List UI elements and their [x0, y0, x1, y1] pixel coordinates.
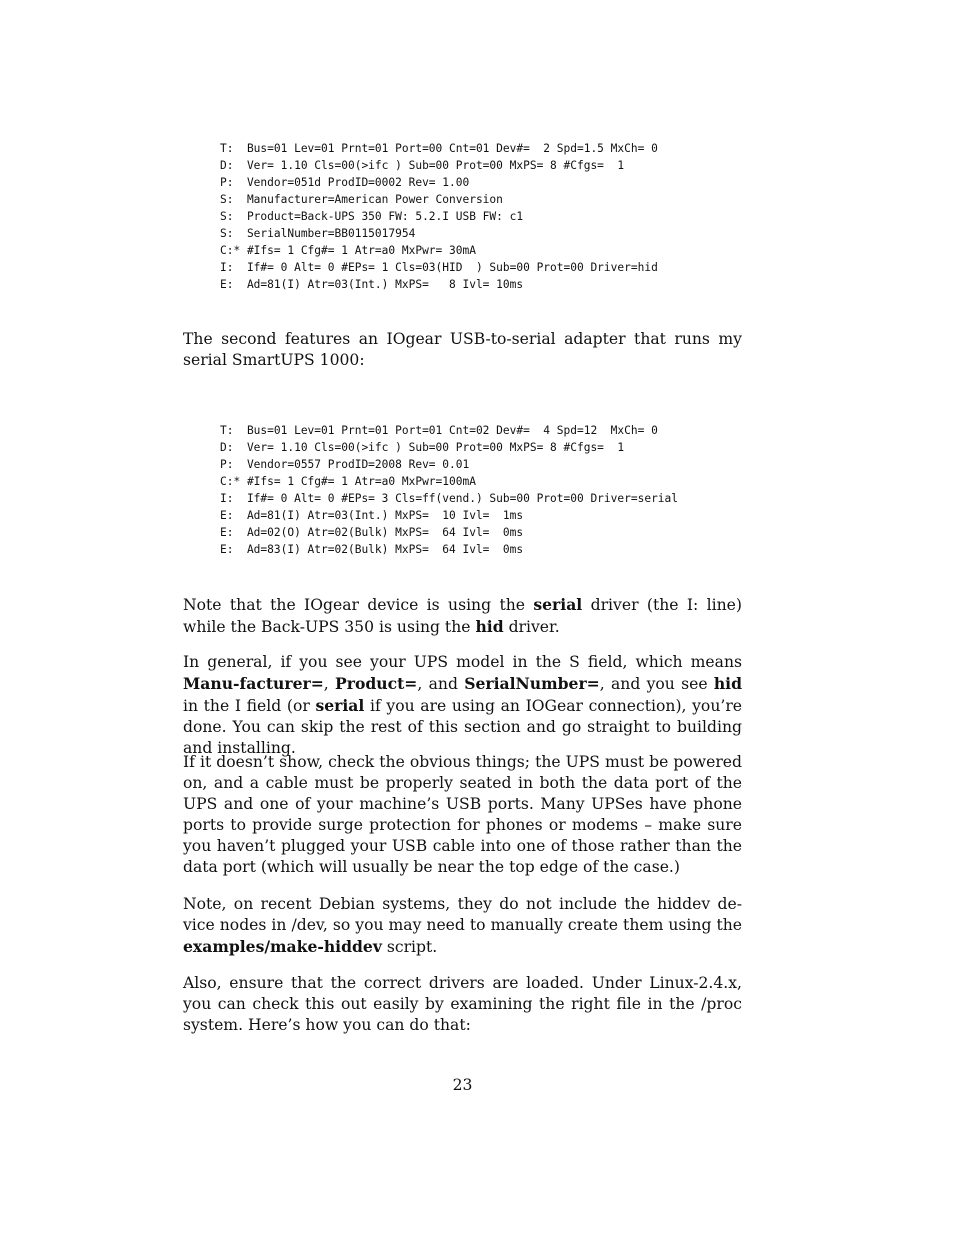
text-run: in the I field (or [183, 697, 316, 715]
bold-term-hid: hid [475, 617, 504, 636]
code-line: C:* #Ifs= 1 Cfg#= 1 Atr=a0 MxPwr=100mA [220, 475, 476, 488]
code-line: I: If#= 0 Alt= 0 #EPs= 1 Cls=03(HID ) Sub=00 Prot=00 Driver=hid [220, 261, 658, 274]
bold-term-hid: hid [713, 674, 742, 693]
paragraph-general-check [183, 652, 742, 759]
code-line: T: Bus=01 Lev=01 Prnt=01 Port=00 Cnt=01 Dev#= 2 Spd=1.5 MxCh= 0 [220, 142, 658, 155]
bold-term-make-hiddev: examples/make-hiddev [183, 937, 382, 956]
text-run: Note that the IOgear device is using the [183, 596, 534, 614]
code-line: T: Bus=01 Lev=01 Prnt=01 Port=01 Cnt=02 Dev#= 4 Spd=12 MxCh= 0 [220, 424, 658, 437]
code-line: D: Ver= 1.10 Cls=00(>ifc ) Sub=00 Prot=00 MxPS= 8 #Cfgs= 1 [220, 441, 625, 454]
text-run: In general, if you see your UPS model in the S field, which means [183, 653, 742, 671]
text-run: driver (the I: line) while the Back-UPS 350 is using the [183, 596, 742, 636]
code-line: C:* #Ifs= 1 Cfg#= 1 Atr=a0 MxPwr= 30mA [220, 244, 476, 257]
text-run: script. [381, 938, 438, 956]
paragraph-debian-hiddev [183, 894, 742, 958]
bold-term-manufacturer: Manu-facturer= [183, 674, 324, 693]
usb-device-listing-back-ups [220, 140, 658, 293]
text-run: , [323, 675, 336, 693]
paragraph-driver-note [183, 594, 742, 638]
code-line: P: Vendor=0557 ProdID=2008 Rev= 0.01 [220, 458, 470, 471]
code-line: S: Product=Back-UPS 350 FW: 5.2.I USB FW: c1 [220, 210, 524, 223]
bold-term-serial: serial [533, 595, 583, 614]
code-line: E: Ad=81(I) Atr=03(Int.) MxPS= 10 Ivl= 1ms [220, 509, 524, 522]
code-line: P: Vendor=051d ProdID=0002 Rev= 1.00 [220, 176, 470, 189]
code-line: S: SerialNumber=BB0115017954 [220, 227, 416, 240]
code-line: E: Ad=83(I) Atr=02(Bulk) MxPS= 64 Ivl= 0ms [220, 543, 524, 556]
code-line: D: Ver= 1.10 Cls=00(>ifc ) Sub=00 Prot=00 MxPS= 8 #Cfgs= 1 [220, 159, 625, 172]
text-run: , and [417, 675, 465, 693]
code-line: S: Manufacturer=American Power Conversion [220, 193, 503, 206]
bold-term-serialnumber: SerialNumber= [464, 674, 600, 693]
code-line: I: If#= 0 Alt= 0 #EPs= 3 Cls=ff(vend.) Sub=00 Prot=00 Driver=serial [220, 492, 679, 505]
code-line: E: Ad=81(I) Atr=03(Int.) MxPS= 8 Ivl= 10ms [220, 278, 524, 291]
text-run: if you are using an IOGear connection), you’re done. You can skip the rest of this section and go straight to building and installing. [183, 697, 743, 757]
text-run: Note, on recent Debian systems, they do not include the hiddev de-vice nodes in /dev, so you may need to manually create them using the [183, 895, 742, 934]
bold-term-serial: serial [315, 696, 365, 715]
usb-device-listing-iogear [220, 422, 678, 558]
page-number: 23 [452, 1076, 473, 1094]
text-run: driver. [503, 618, 560, 636]
paragraph-troubleshooting: If it doesn’t show, check the obvious things; the UPS must be powered on, and a cable must be properly seated in both the data port of the UPS and one of your machine’s USB ports. Many UPSes have phone ports to provide surge protection for phones or modems – make sure you haven’t plugged your USB cable into one of those rather than the data port (which will usually be near the top edge of the case.) [183, 753, 742, 876]
bold-term-product: Product= [335, 674, 418, 693]
paragraph-iogear-intro: The second features an IOgear USB-to-serial adapter that runs my serial SmartUPS 1000: [183, 330, 742, 369]
text-run: , and you see [599, 675, 714, 693]
paragraph-drivers-loaded: Also, ensure that the correct drivers are loaded. Under Linux-2.4.x, you can check this out easily by examining the right file in the /proc system. Here’s how you can do that: [183, 974, 742, 1034]
code-line: E: Ad=02(O) Atr=02(Bulk) MxPS= 64 Ivl= 0ms [220, 526, 524, 539]
